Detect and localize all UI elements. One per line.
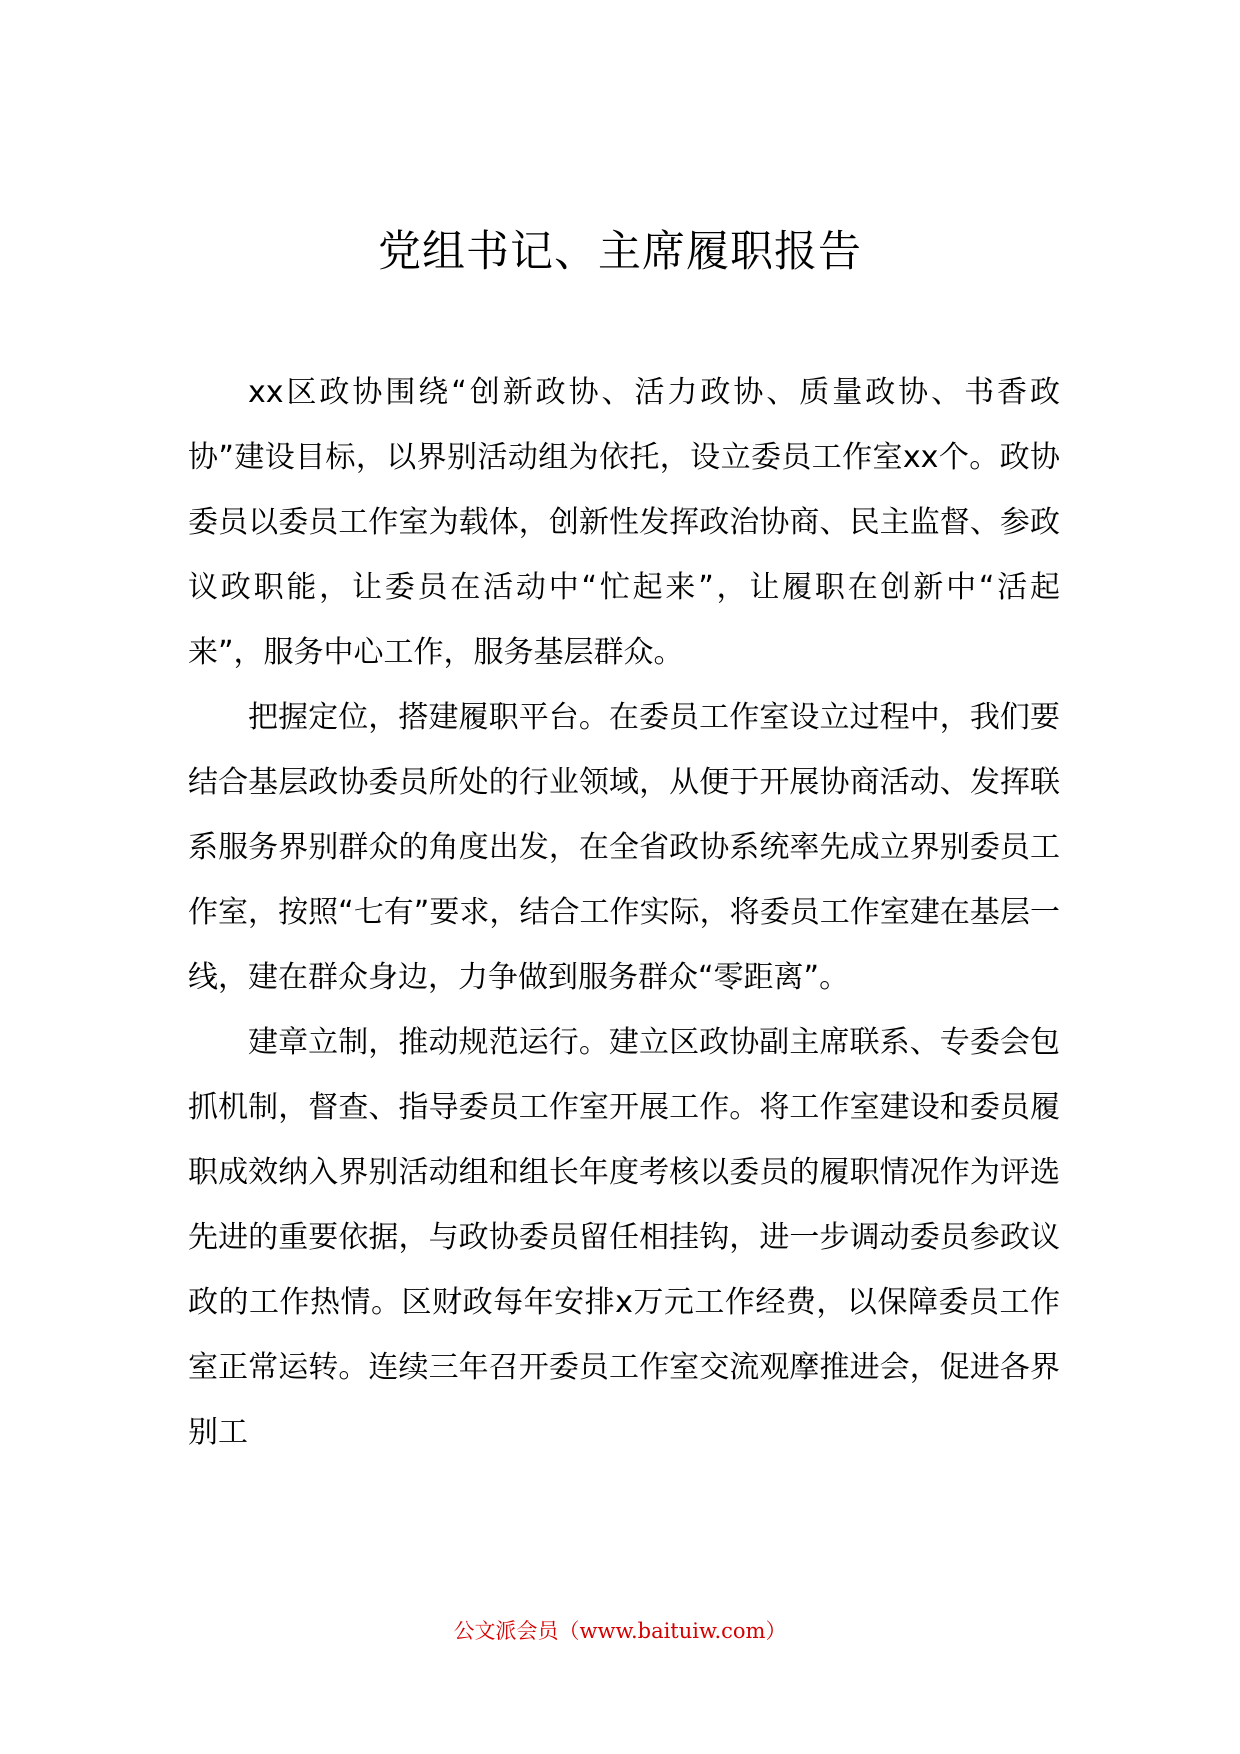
- paragraph-2: 把握定位，搭建履职平台。在委员工作室设立过程中，我们要结合基层政协委员所处的行业领域，从便于开展协商活动、发挥联系服务界别群众的角度出发，在全省政协系统率先成立界别委员工作室，按照“七有”要求，结合工作实际，将委员工作室建在基层一线，建在群众身边，力争做到服务群众“零距离”。: [188, 700, 1060, 995]
- footer-watermark: 公文派会员（www.baituiw.com）: [453, 1619, 787, 1643]
- paragraph-1: xx区政协围绕“创新政协、活力政协、质量政协、书香政协”建设目标，以界别活动组为依托，设立委员工作室xx个。政协委员以委员工作室为载体，创新性发挥政治协商、民主监督、参政议政职能，让委员在活动中“忙起来”，让履职在创新中“活起来”，服务中心工作，服务基层群众。: [188, 375, 1060, 670]
- document-title: 党组书记、主席履职报告: [378, 227, 862, 277]
- paragraph-3: 建章立制，推动规范运行。建立区政协副主席联系、专委会包抓机制，督查、指导委员工作室开展工作。将工作室建设和委员履职成效纳入界别活动组和组长年度考核以委员的履职情况作为评选先进的重要依据，与政协委员留任相挂钩，进一步调动委员参政议政的工作热情。区财政每年安排x万元工作经费，以保障委员工作室正常运转。连续三年召开委员工作室交流观摩推进会，促进各界别工: [188, 1025, 1060, 1450]
- document-body: [188, 360, 1060, 1465]
